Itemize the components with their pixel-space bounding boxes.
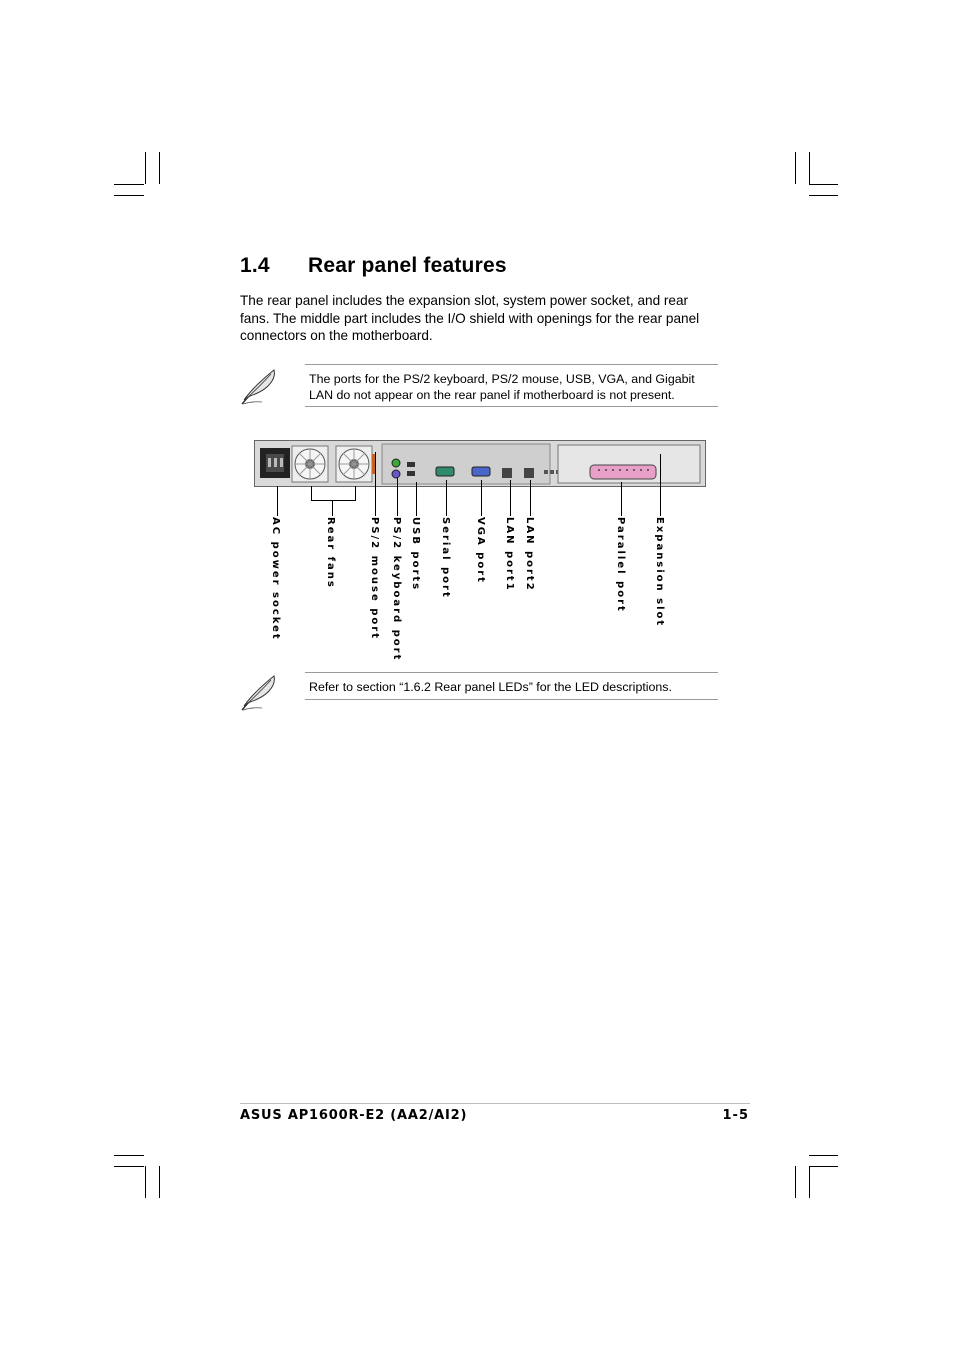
note-ports-text: The ports for the PS/2 keyboard, PS/2 mouse, USB, VGA, and Gigabit LAN do not appear on the rear panel if motherboard is not present.: [305, 364, 718, 407]
callout-parallel-port: Parallel port: [615, 517, 626, 613]
intro-paragraph: The rear panel includes the expansion slot, system power socket, and rear fans. The middle part includes the I/O shield with openings for the rear panel connectors on the motherboard.: [240, 293, 700, 343]
callout-ac-power-socket: AC power socket: [270, 517, 281, 641]
section-heading: [240, 254, 507, 278]
callout-lan-port2: LAN port2: [524, 517, 535, 592]
callout-ps2-keyboard-port: PS/2 keyboard port: [391, 517, 402, 662]
rear-fan-1-graphic: [292, 446, 328, 482]
footer-model: ASUS AP1600R-E2 (AA2/AI2): [240, 1108, 468, 1123]
callout-ps2-mouse-port: PS/2 mouse port: [369, 517, 380, 640]
ac-power-socket-graphic: [260, 448, 290, 478]
callout-lan-port1: LAN port1: [504, 517, 515, 592]
note-ports: [240, 364, 718, 408]
rear-fan-2-graphic: [336, 446, 372, 482]
rear-panel-illustration: [254, 440, 706, 490]
feather-pen-icon: [240, 672, 280, 712]
note-rear-panel-leds: [240, 672, 718, 710]
callout-rear-fans: Rear fans: [325, 517, 336, 589]
page-number: 1-5: [722, 1108, 749, 1123]
section-number: 1.4: [240, 254, 270, 277]
callout-expansion-slot: Expansion slot: [654, 517, 665, 628]
callout-serial-port: Serial port: [440, 517, 451, 599]
footer-rule: [240, 1103, 750, 1104]
note-rear-panel-leds-text: Refer to section “1.6.2 Rear panel LEDs” for the LED descriptions.: [305, 672, 718, 700]
feather-pen-icon: [240, 366, 280, 406]
section-title: Rear panel features: [308, 254, 507, 277]
callout-vga-port: VGA port: [475, 517, 486, 584]
callout-usb-ports: USB ports: [410, 517, 421, 592]
